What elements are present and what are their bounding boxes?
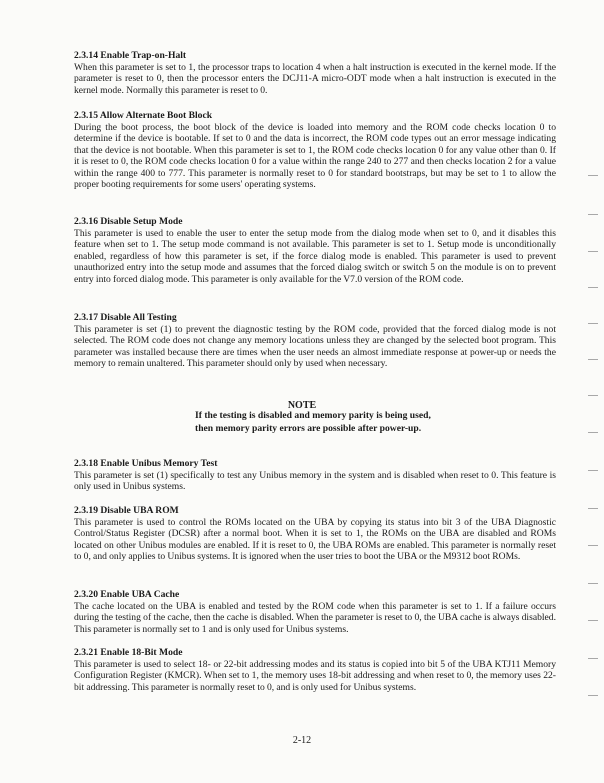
margin-scan-mark <box>588 175 598 176</box>
note-body: If the testing is disabled and memory parity is being used, then memory parity errors are possible after power-up. <box>195 410 431 434</box>
section-body: This parameter is set (1) specifically to test any Unibus memory in the system and is disabled when reset to 0. This feature is only used in Unibus systems. <box>74 470 556 493</box>
section-body: This parameter is set (1) to prevent the diagnostic testing by the ROM code, provided that the forced dialog mode is not selected. The ROM code does not change any memory locations unless they are changed by the selected boot program. This parameter was installed because there are times when the user needs an almost immediate response at power-up or needs the memory to remain unaltered. This parameter should only by used when necessary. <box>74 324 556 370</box>
margin-scan-mark <box>588 508 598 509</box>
section-body: This parameter is used to select 18- or 22-bit addressing modes and its status is copied into bit 5 of the UBA KTJ11 Memory Configuration Register (KMCR). When set to 1, the memory uses 18-bit addressing and when reset to 0, the memory uses 22-bit addressing. This parameter is normally reset to 0, and is only used for Unibus systems. <box>74 659 556 693</box>
section-heading: 2.3.21 Enable 18-Bit Mode <box>74 647 183 658</box>
section-body: This parameter is used to enable the user to enter the setup mode from the dialog mode when set to 0, and it disables this feature when set to 1. The setup mode command is not available. This parameter is set to 1. Setup mode is unconditionally enabled, regardless of how this parameter is set, if the force dialog mode is enabled. This parameter is used to prevent unauthorized entry into the setup mode and assumes that the forced dialog switch or switch 5 on the module is on to prevent entry into forced dialog mode. This parameter is only available for the V7.0 version of the ROM code. <box>74 228 556 285</box>
section-body: The cache located on the UBA is enabled and tested by the ROM code when this parameter is set to 1. If a failure occurs during the testing of the cache, then the cache is disabled. When the parameter is reset to 0, the UBA cache is always disabled. This parameter is normally set to 1 and is only used for Unibus systems. <box>74 601 556 635</box>
margin-scan-mark <box>588 359 598 360</box>
section-2-3-17 <box>74 311 556 370</box>
note-title: NOTE <box>287 400 317 411</box>
margin-scan-mark <box>588 545 598 546</box>
margin-scan-mark <box>588 323 598 324</box>
section-2-3-14 <box>74 49 556 96</box>
page-number: 2-12 <box>292 735 312 746</box>
section-heading: 2.3.16 Disable Setup Mode <box>74 216 183 227</box>
section-2-3-15 <box>74 109 556 190</box>
margin-scan-mark <box>588 620 598 621</box>
margin-scan-mark <box>588 695 598 696</box>
section-2-3-18 <box>74 457 556 493</box>
section-heading: 2.3.14 Enable Trap-on-Halt <box>74 50 187 61</box>
section-body: When this parameter is set to 1, the processor traps to location 4 when a halt instruction is executed in the kernel mode. If the parameter is reset to 0, then the processor enters the DCJ11-A micro-ODT mode when a halt instruction is executed in the kernel mode. Normally this parameter is reset to 0. <box>74 62 556 96</box>
section-heading: 2.3.15 Allow Alternate Boot Block <box>74 110 213 121</box>
margin-scan-mark <box>588 287 598 288</box>
section-2-3-16 <box>74 215 556 285</box>
margin-scan-mark <box>588 214 598 215</box>
section-heading: 2.3.17 Disable All Testing <box>74 312 177 323</box>
margin-scan-mark <box>588 583 598 584</box>
margin-scan-mark <box>588 432 598 433</box>
section-heading: 2.3.20 Enable UBA Cache <box>74 589 180 600</box>
section-2-3-19 <box>74 504 556 563</box>
margin-scan-mark <box>588 658 598 659</box>
section-2-3-20 <box>74 588 556 635</box>
section-2-3-21 <box>74 646 556 693</box>
margin-scan-mark <box>588 470 598 471</box>
margin-scan-mark <box>588 395 598 396</box>
section-body: This parameter is used to control the ROMs located on the UBA by copying its status into bit 3 of the UBA Diagnostic Control/Status Register (DCSR) after a normal boot. When it is set to 1, the ROMs on the UBA are disabled and ROMs located on other Unibus modules are enabled. If it is reset to 0, the UBA ROMs are enabled. This parameter is normally reset to 0, and only applies to Unibus systems. It is ignored when the user tries to boot the UBA or the M9312 boot ROMs. <box>74 517 556 563</box>
margin-scan-mark <box>588 251 598 252</box>
section-heading: 2.3.19 Disable UBA ROM <box>74 505 179 516</box>
section-body: During the boot process, the boot block of the device is loaded into memory and the ROM code checks location 0 to determine if the device is bootable. If set to 0 and the data is incorrect, the ROM code types out an error message indicating that the device is not bootable. When this parameter is set to 1, the ROM code checks location 0 for any value other than 0. If it is reset to 0, the ROM code checks location 0 for a value within the range 240 to 277 and then checks location 2 for a value within the range 400 to 777. This parameter is normally reset to 0 for standard bootstraps, but may be set to 1 to allow the proper booting requirements for some users' operating systems. <box>74 122 556 191</box>
section-heading: 2.3.18 Enable Unibus Memory Test <box>74 458 218 469</box>
